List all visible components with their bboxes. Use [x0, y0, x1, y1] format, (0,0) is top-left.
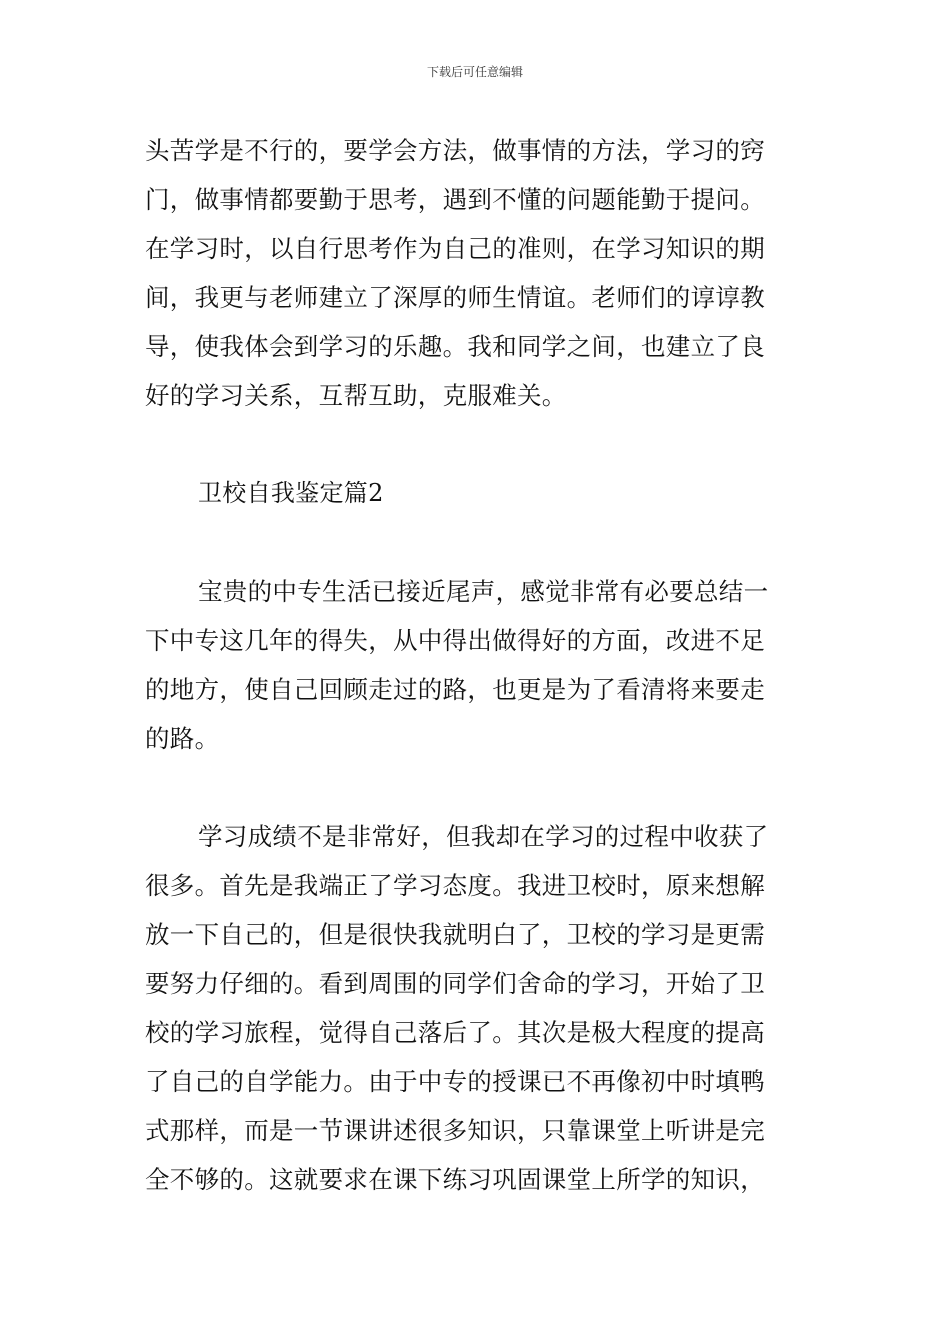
paragraph-gap: [145, 518, 809, 567]
heading-text: 卫校自我鉴定篇2: [198, 479, 384, 507]
text-line: 学习成绩不是非常好，但我却在学习的过程中收获了: [198, 822, 769, 851]
paragraph-study: [145, 812, 809, 1204]
document-body: [145, 126, 809, 1204]
text-line: 校的学习旅程，觉得自己落后了。其次是极大程度的提高: [145, 1018, 765, 1047]
paragraph-gap: [145, 420, 809, 469]
text-line: 式那样，而是一节课讲述很多知识，只靠课堂上听讲是完: [145, 1116, 765, 1145]
text-line: 间，我更与老师建立了深厚的师生情谊。老师们的谆谆教: [145, 283, 765, 312]
text-line: 全不够的。这就要求在课下练习巩固课堂上所学的知识，: [145, 1165, 765, 1194]
section-heading: [145, 469, 809, 518]
text-line: 好的学习关系，互帮互助，克服难关。: [145, 381, 567, 410]
text-line: 下中专这几年的得失，从中得出做得好的方面，改进不足: [145, 626, 765, 655]
text-line: 门，做事情都要勤于思考，遇到不懂的问题能勤于提问。: [145, 185, 765, 214]
paragraph-gap: [145, 763, 809, 812]
paragraph-intro: [145, 567, 809, 763]
text-line: 的路。: [145, 724, 220, 753]
text-line: 宝贵的中专生活已接近尾声，感觉非常有必要总结一: [198, 577, 769, 606]
page-header: 下载后可任意编辑: [426, 65, 523, 79]
text-line: 要努力仔细的。看到周围的同学们舍命的学习，开始了卫: [145, 969, 765, 998]
text-line: 放一下自己的，但是很快我就明白了，卫校的学习是更需: [145, 920, 765, 949]
paragraph-continuation: [145, 126, 809, 420]
text-line: 头苦学是不行的，要学会方法，做事情的方法，学习的窍: [145, 136, 765, 165]
text-line: 导，使我体会到学习的乐趣。我和同学之间，也建立了良: [145, 332, 765, 361]
text-line: 的地方，使自己回顾走过的路，也更是为了看清将来要走: [145, 675, 765, 704]
text-line: 很多。首先是我端正了学习态度。我进卫校时，原来想解: [145, 871, 765, 900]
text-line: 在学习时，以自行思考作为自己的准则，在学习知识的期: [145, 234, 765, 263]
text-line: 了自己的自学能力。由于中专的授课已不再像初中时填鸭: [145, 1067, 765, 1096]
